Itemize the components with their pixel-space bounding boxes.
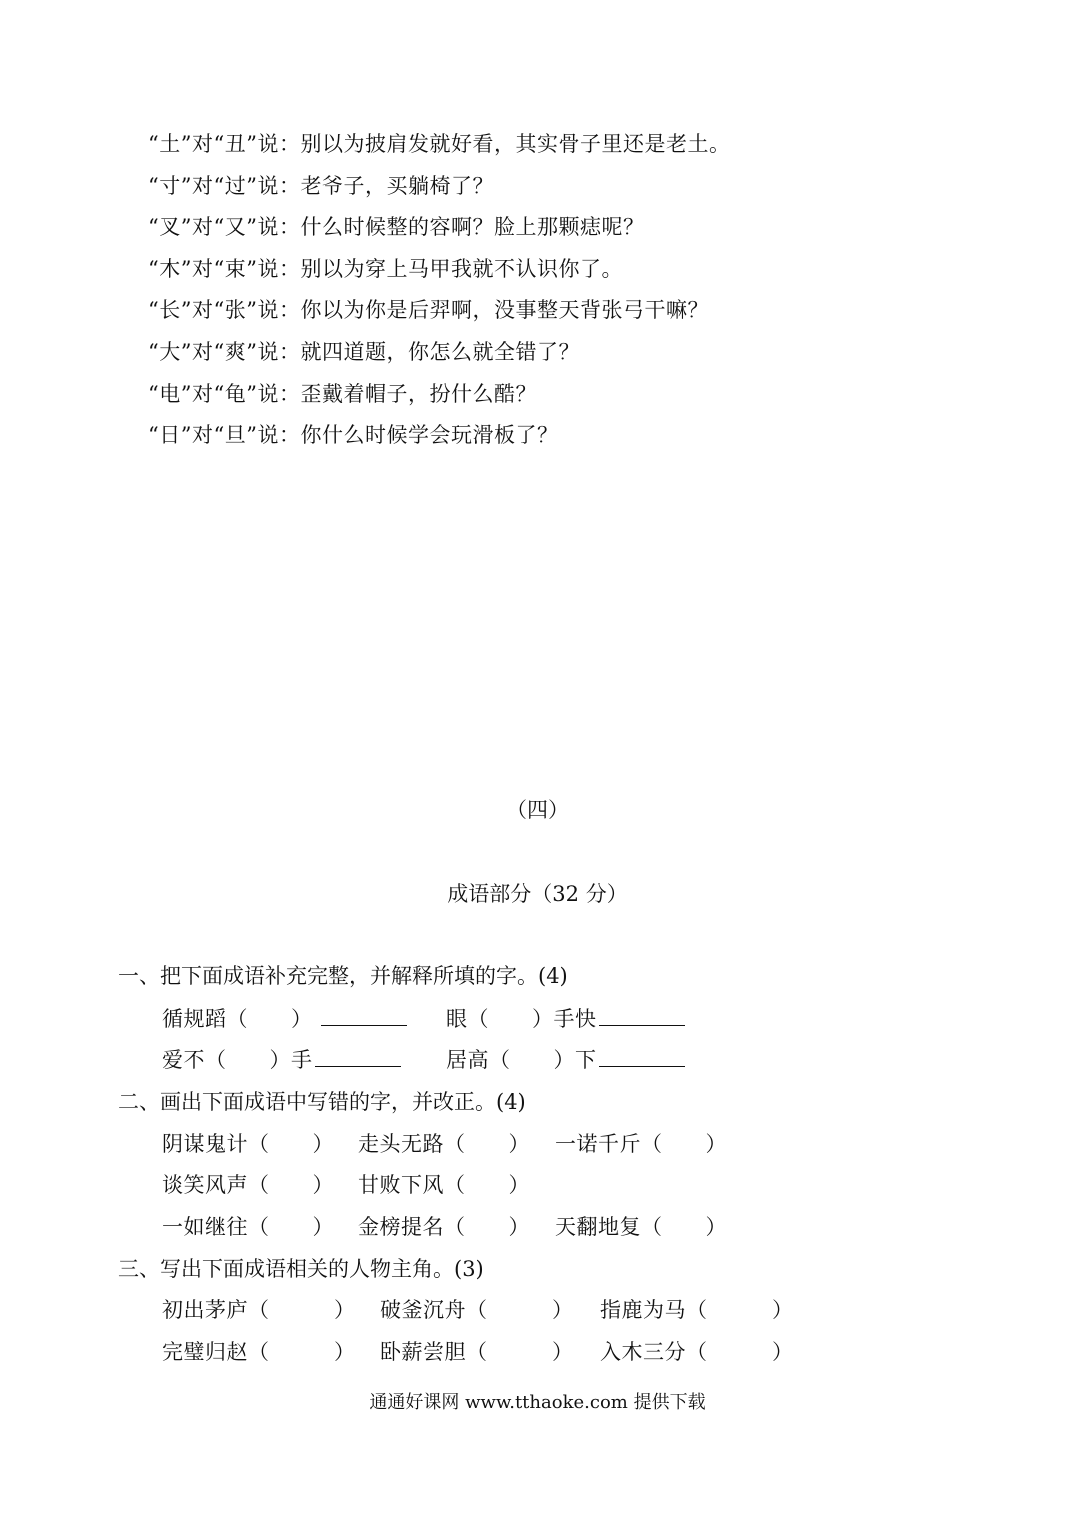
idiom-item: 走头无路（ ） (358, 1132, 530, 1156)
idiom-item (446, 1009, 685, 1030)
answer-blank[interactable] (599, 1065, 685, 1067)
question-1-title: 一、把下面成语补充完整，并解释所填的字。(4) (118, 964, 568, 988)
idiom-item: 谈笑风声（ ） (162, 1173, 334, 1197)
idiom-item: 入木三分（ ） (600, 1340, 794, 1364)
answer-blank[interactable] (321, 1024, 407, 1026)
riddle-line: “叉”对“又”说：什么时候整的容啊？脸上那颗痣呢？ (148, 215, 645, 239)
idiom-item: 指鹿为马（ ） (600, 1298, 794, 1322)
answer-blank[interactable] (599, 1024, 685, 1026)
riddle-line: “土”对“丑”说：别以为披肩发就好看，其实骨子里还是老土。 (148, 132, 731, 156)
idiom-text: 爱不（ ）手 (162, 1048, 313, 1072)
idiom-item: 甘败下风（ ） (358, 1173, 530, 1197)
idiom-text: 循规蹈（ ） (162, 1007, 313, 1031)
idiom-item: 完璧归赵（ ） (162, 1340, 356, 1364)
riddle-line: “电”对“龟”说：歪戴着帽子，扮什么酷？ (148, 382, 537, 406)
footer-download-note: 通通好课网 www.tthaoke.com 提供下载 (369, 1392, 706, 1413)
idiom-item (162, 1050, 401, 1071)
section-number: （四） (506, 798, 569, 822)
section-title: 成语部分（32 分） (447, 882, 628, 906)
riddle-line: “长”对“张”说：你以为你是后羿啊，没事整天背张弓干嘛？ (148, 298, 709, 322)
riddle-line: “寸”对“过”说：老爷子，买躺椅了？ (148, 174, 494, 198)
idiom-item: 初出茅庐（ ） (162, 1298, 356, 1322)
idiom-item: 天翻地复（ ） (555, 1215, 727, 1239)
riddle-line: “大”对“爽”说：就四道题，你怎么就全错了？ (148, 340, 580, 364)
idiom-item: 一诺千斤（ ） (555, 1132, 727, 1156)
idiom-item: 阴谋鬼计（ ） (162, 1132, 334, 1156)
question-2-title: 二、画出下面成语中写错的字，并改正。(4) (118, 1090, 526, 1114)
answer-blank[interactable] (315, 1065, 401, 1067)
idiom-text: 眼（ ）手快 (446, 1007, 597, 1031)
idiom-item (446, 1050, 685, 1071)
riddle-line: “日”对“旦”说：你什么时候学会玩滑板了？ (148, 423, 559, 447)
question-3-title: 三、写出下面成语相关的人物主角。(3) (118, 1257, 484, 1281)
riddle-line: “木”对“束”说：别以为穿上马甲我就不认识你了。 (148, 257, 623, 281)
idiom-item: 卧薪尝胆（ ） (380, 1340, 574, 1364)
idiom-text: 居高（ ）下 (446, 1048, 597, 1072)
idiom-item: 破釜沉舟（ ） (380, 1298, 574, 1322)
idiom-item: 金榜提名（ ） (358, 1215, 530, 1239)
idiom-item (162, 1009, 407, 1030)
idiom-item: 一如继往（ ） (162, 1215, 334, 1239)
